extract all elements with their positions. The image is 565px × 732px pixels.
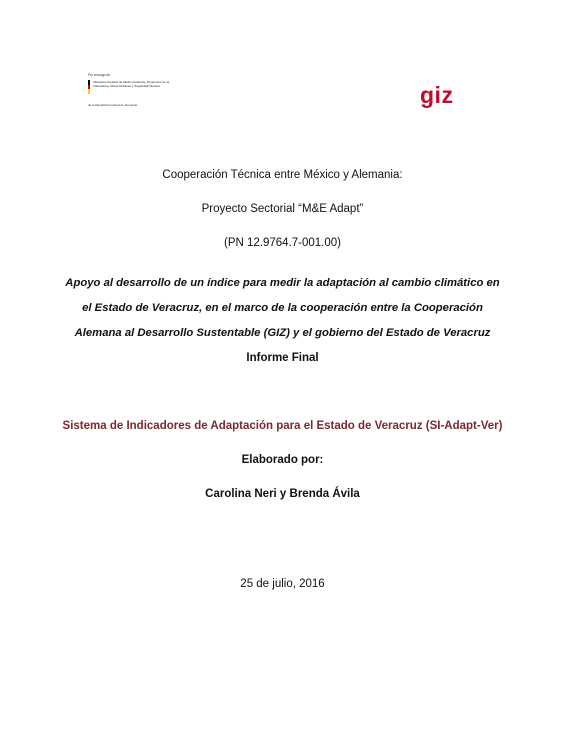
report-type: Informe Final (246, 352, 319, 364)
authors: Carolina Neri y Brenda Ávila (205, 488, 360, 500)
republic-text: de la República Federal de Alemania (88, 103, 138, 107)
prepared-by-label: Elaborado por: (241, 454, 324, 466)
cooperation-line: Cooperación Técnica entre México y Alemania: (162, 169, 403, 181)
german-flag-icon (88, 80, 90, 94)
support-title-line-2: el Estado de Veracruz, en el marco de la cooperación entre la Cooperación (82, 302, 483, 314)
document-date: 25 de julio, 2016 (240, 578, 325, 590)
system-title: Sistema de Indicadores de Adaptación para el Estado de Veracruz (SI-Adapt-Ver) (62, 420, 503, 432)
support-title (0, 271, 565, 346)
commission-text: Por encargo de: (88, 73, 111, 77)
support-title-line-1: Apoyo al desarrollo de un índice para medir la adaptación al cambio climático en (65, 277, 500, 289)
giz-logo: giz (420, 82, 454, 108)
bmub-logo (88, 73, 178, 107)
project-number: (PN 12.9764.7-001.00) (224, 237, 341, 249)
support-title-line-3: Alemana al Desarrollo Sustentable (GIZ) y el gobierno del Estado de Veracruz (74, 327, 491, 339)
project-line: Proyecto Sectorial “M&E Adapt” (201, 203, 364, 215)
ministry-logo-row (88, 80, 178, 94)
ministry-text: Ministerio Federal de Medio Ambiente, Protección de la Naturaleza, Obras Públicas y Seguridad Nuclear (93, 80, 170, 88)
